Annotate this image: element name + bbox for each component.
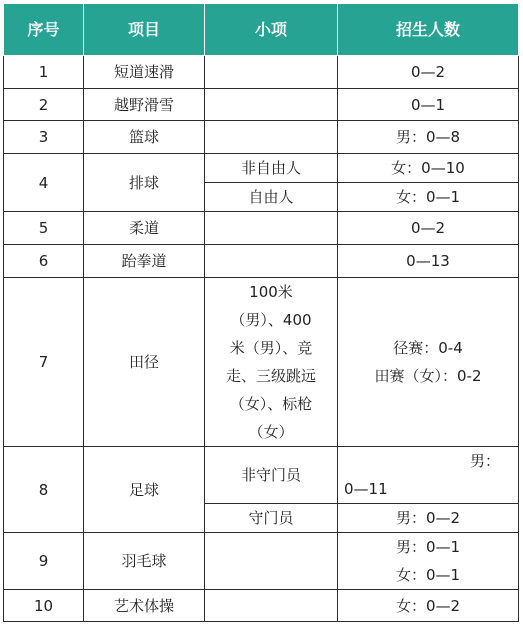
admissions-table bbox=[3, 3, 519, 622]
row-no: 5 bbox=[4, 212, 84, 245]
table-row bbox=[4, 447, 519, 504]
row-no: 6 bbox=[4, 245, 84, 278]
table-row bbox=[4, 121, 519, 154]
row-item: 足球 bbox=[84, 447, 205, 533]
table-row bbox=[4, 56, 519, 89]
row-item: 短道速滑 bbox=[84, 56, 205, 89]
header-item: 项目 bbox=[84, 4, 205, 56]
row-count: 0—13 bbox=[338, 245, 519, 278]
row-no: 4 bbox=[4, 154, 84, 212]
row-subitem bbox=[205, 89, 338, 121]
table-row bbox=[4, 89, 519, 121]
table-row bbox=[4, 245, 519, 278]
header-subitem: 小项 bbox=[205, 4, 338, 56]
count-line: 径赛：0-4 bbox=[393, 339, 463, 357]
row-item: 柔道 bbox=[84, 212, 205, 245]
row-count: 0—1 bbox=[338, 89, 519, 121]
table-row bbox=[4, 590, 519, 622]
count-line: 女：0—1 bbox=[395, 566, 461, 584]
table-row bbox=[4, 533, 519, 590]
table-row bbox=[4, 278, 519, 447]
row-subitem bbox=[205, 533, 338, 590]
row-no: 1 bbox=[4, 56, 84, 89]
row-item: 篮球 bbox=[84, 121, 205, 154]
subitem-line: 米（男）、竞 bbox=[229, 339, 313, 357]
row-item: 越野滑雪 bbox=[84, 89, 205, 121]
row-subitem: 非自由人 bbox=[205, 154, 338, 183]
row-item: 排球 bbox=[84, 154, 205, 212]
header-no: 序号 bbox=[4, 4, 84, 56]
row-no: 10 bbox=[4, 590, 84, 622]
count-line: 男： bbox=[469, 452, 500, 470]
subitem-line: （女）、标枪 bbox=[229, 395, 313, 413]
header-count: 招生人数 bbox=[338, 4, 519, 56]
row-count bbox=[338, 447, 519, 504]
count-line: 田赛（女）：0-2 bbox=[374, 367, 482, 385]
row-item: 羽毛球 bbox=[84, 533, 205, 590]
row-subitem bbox=[205, 212, 338, 245]
row-subitem bbox=[205, 56, 338, 89]
row-count: 男：0—8 bbox=[338, 121, 519, 154]
row-subitem bbox=[205, 278, 338, 447]
table-row bbox=[4, 212, 519, 245]
row-count: 男：0—2 bbox=[338, 504, 519, 533]
row-count bbox=[338, 278, 519, 447]
row-subitem: 非守门员 bbox=[205, 447, 338, 504]
row-no: 9 bbox=[4, 533, 84, 590]
row-item: 艺术体操 bbox=[84, 590, 205, 622]
row-count: 女：0—1 bbox=[338, 183, 519, 212]
row-subitem bbox=[205, 590, 338, 622]
row-item: 跆拳道 bbox=[84, 245, 205, 278]
subitem-line: 100米 bbox=[249, 283, 293, 301]
table-row bbox=[4, 154, 519, 183]
subitem-line: 走、三级跳远 bbox=[225, 367, 316, 385]
row-no: 3 bbox=[4, 121, 84, 154]
subitem-line: （男）、400 bbox=[230, 311, 312, 329]
count-line: 0—11 bbox=[344, 480, 388, 498]
row-count: 0—2 bbox=[338, 212, 519, 245]
row-count bbox=[338, 533, 519, 590]
count-line: 男：0—1 bbox=[395, 538, 461, 556]
row-count: 女：0—2 bbox=[338, 590, 519, 622]
row-subitem bbox=[205, 121, 338, 154]
row-subitem: 自由人 bbox=[205, 183, 338, 212]
row-count: 0—2 bbox=[338, 56, 519, 89]
row-item: 田径 bbox=[84, 278, 205, 447]
row-subitem bbox=[205, 245, 338, 278]
row-no: 7 bbox=[4, 278, 84, 447]
row-no: 2 bbox=[4, 89, 84, 121]
row-no: 8 bbox=[4, 447, 84, 533]
row-subitem: 守门员 bbox=[205, 504, 338, 533]
subitem-line: （女） bbox=[248, 423, 294, 441]
row-count: 女：0—10 bbox=[338, 154, 519, 183]
header-row bbox=[4, 4, 519, 56]
